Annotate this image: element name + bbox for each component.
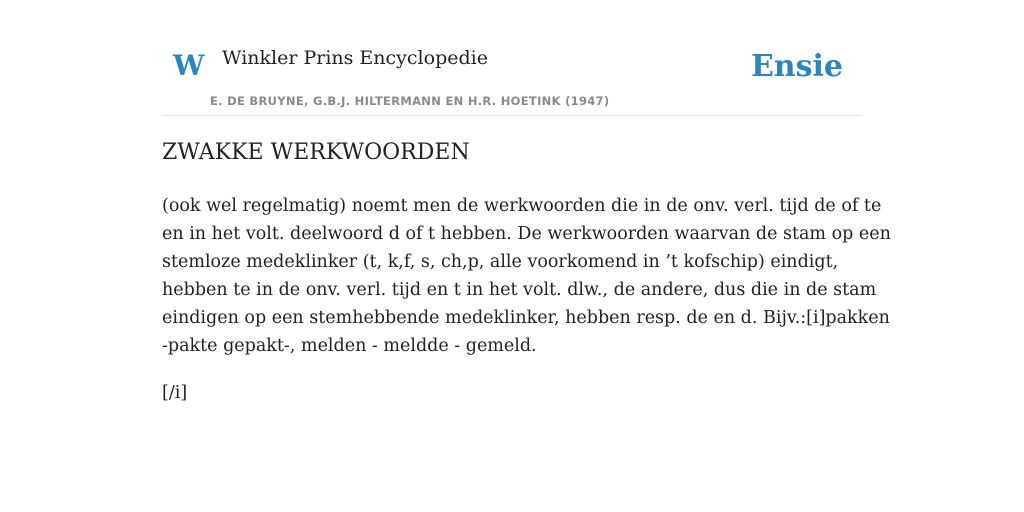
body-line: eindigen op een stemhebbende medeklinker, hebben resp. de en d. Bijv.:[i]pakken bbox=[162, 308, 890, 328]
body-line: (ook wel regelmatig) noemt men de werkwoorden die in de onv. verl. tijd de of te bbox=[162, 196, 882, 216]
body-line: en in het volt. deelwoord d of t hebben. De werkwoorden waarvan de stam op een bbox=[162, 224, 891, 244]
article-body bbox=[162, 192, 891, 360]
article-tail: [/i] bbox=[162, 383, 188, 403]
site-logo[interactable]: W bbox=[173, 49, 205, 82]
header bbox=[162, 40, 862, 116]
ensie-brand-link[interactable]: Ensie bbox=[750, 49, 843, 84]
site-title[interactable]: Winkler Prins Encyclopedie bbox=[222, 47, 488, 69]
body-line: stemloze medeklinker (t, k,f, s, ch,p, alle voorkomend in ’t kofschip) eindigt, bbox=[162, 252, 839, 272]
body-line: -pakte gepakt-, melden - meldde - gemeld. bbox=[162, 336, 537, 356]
article-title: ZWAKKE WERKWOORDEN bbox=[162, 140, 470, 165]
authors-line: E. DE BRUYNE, G.B.J. HILTERMANN EN H.R. HOETINK (1947) bbox=[210, 94, 610, 108]
body-line: hebben te in de onv. verl. tijd en t in het volt. dlw., de andere, dus die in de stam bbox=[162, 280, 877, 300]
